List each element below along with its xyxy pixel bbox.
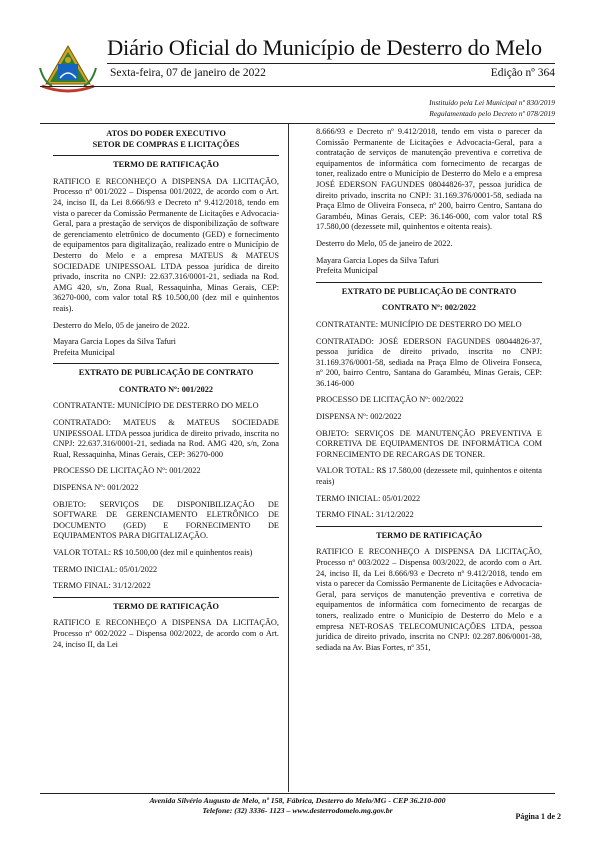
contract-1-contractor: CONTRATANTE: MUNICÍPIO DE DESTERRO DO MELO	[53, 401, 259, 411]
institution-decree: Regulamentado pelo Decreto nº 078/2019	[429, 109, 555, 118]
contract-2-start: TERMO INICIAL: 05/01/2022	[316, 493, 421, 503]
contract-1-end: TERMO FINAL: 31/12/2022	[53, 581, 151, 591]
footer-rule	[40, 793, 555, 794]
heading-contract-extract-2: EXTRATO DE PUBLICAÇÃO DE CONTRATO	[341, 286, 517, 296]
ratification-2-text-start: RATIFICO E RECONHEÇO A DISPENSA DA LICITAÇÃO, Processo nº 002/2022 – Dispensa 002/2022, de acordo com o Art. 24, inciso II, da Lei	[53, 618, 279, 649]
newspaper-title: Diário Oficial do Município de Desterro do Melo	[107, 35, 542, 60]
signatory-name: Mayara Garcia Lopes da Silva Tafuri	[316, 255, 439, 265]
contract-1-process: PROCESSO DE LICITAÇÃO Nº: 001/2022	[53, 466, 201, 476]
signatory-role: Prefeita Municipal	[53, 347, 115, 357]
edition-number: Edição nº 364	[490, 67, 555, 79]
contract-2-object: OBJETO: SERVIÇOS DE MANUTENÇÃO PREVENTIVA E CORRETIVA DE EQUIPAMENTOS DE INFORMÁTICA COM FORNECIMENTO DE RECARGAS DE TONER.	[316, 428, 542, 459]
header-rule-top	[107, 63, 555, 64]
ratification-3-header	[316, 526, 542, 542]
right-column	[316, 127, 542, 659]
header-rule-columns	[40, 123, 555, 124]
ratification-3-text: RATIFICO E RECONHEÇO A DISPENSA DA LICITAÇÃO, Processo nº 003/2022 – Dispensa 003/2022, de acordo com o Art. 24, inciso II, da Lei 8.666/93 e Decreto nº 9.412/2018, tendo em vista o parecer da Comissão Permanente de Licitações e Advocacia-Geral, para serviços de manutenção preventiva e corretiva de equipamentos de informática com fornecimento de recargas de toners, realizado entre o Município de Desterro do Melo e a empresa NET-ROSAS TELECOMUNICAÇÕES LTDA, pessoa jurídica de direito privado, inscrita no CNPJ: 02.287.806/0001-38, sediada na Av. Bias Fortes, nº 351,	[316, 547, 542, 652]
contract-2-contractor: CONTRATANTE: MUNICÍPIO DE DESTERRO DO MELO	[316, 319, 522, 329]
contract-1-header	[53, 363, 279, 395]
contract-1-object: OBJETO: SERVIÇOS DE DISPONIBILIZAÇÃO DE SOFTWARE DE GERENCIAMENTO ELETRÔNICO DE DOCUMENTO (GED) E FORNECIMENTO DE EQUIPAMENTOS PARA DIGITALIZAÇÃO.	[53, 499, 279, 541]
signatory-role: Prefeita Municipal	[316, 266, 378, 276]
institution-law: Instituído pela Lei Municipal nº 830/2019	[429, 98, 555, 107]
section-title-purchases: SETOR DE COMPRAS E LICITAÇÕES	[92, 139, 240, 149]
ratification-2-text-cont: 8.666/93 e Decreto nº 9.412/2018, tendo em vista o parecer da Comissão Permanente de Licitações e Advocacia-Geral, para a contratação de serviços de manutenção preventiva e corretiva de equipamentos de informática com fornecimento de recargas de toner, realizado entre o Município de Desterro do Melo e a empresa JOSÉ EDERSON FAGUNDES 08044826-37, pessoa jurídica de direito privado, inscrita no CNPJ: 31.169.376/0001-58, sediada na Praça Elmo de Oliveira Fonseca, nº 200, bairro Centro, Santana do Garambéu, Minas Gerais, CEP: 36.146-000, com valor total R$ 17.580,00 (dezessete mil, quinhentos e oitenta reais).	[316, 127, 542, 232]
page-footer	[0, 796, 595, 816]
contract-1-start: TERMO INICIAL: 05/01/2022	[53, 564, 158, 574]
ratification-2-header	[53, 597, 279, 613]
left-column	[53, 127, 279, 656]
footer-address: Avenida Silvério Augusto de Melo, nº 158, Fábrica, Desterro do Melo/MG - CEP 36.210-000	[149, 796, 446, 805]
contract-2-process: PROCESSO DE LICITAÇÃO Nº: 002/2022	[316, 395, 464, 405]
contract-2-end: TERMO FINAL: 31/12/2022	[316, 510, 414, 520]
heading-ratification-2: TERMO DE RATIFICAÇÃO	[113, 601, 219, 611]
contract-2-header	[316, 282, 542, 314]
heading-ratification-3: TERMO DE RATIFICAÇÃO	[376, 530, 482, 540]
contract-1-dispensa: DISPENSA Nº: 001/2022	[53, 483, 139, 493]
ratification-1-date: Desterro do Melo, 05 de janeiro de 2022.	[53, 320, 190, 330]
contract-1-contracted: CONTRATADO: MATEUS & MATEUS SOCIEDADE UNIPESSOAL LTDA pessoa jurídica de direito privado, inscrita no CNPJ: 22.637.316/0001-21, sediada na Rod. AMG 420, s/n, Zona Rual, Ressaquinha, Minas Gerais, CEP: 36270-000	[53, 418, 279, 459]
column-divider	[288, 124, 289, 792]
contract-2-dispensa: DISPENSA Nº: 002/2022	[316, 412, 402, 422]
section-header	[53, 129, 279, 150]
heading-contract-extract-1: EXTRATO DE PUBLICAÇÃO DE CONTRATO	[78, 368, 254, 378]
ratification-1-header	[53, 155, 279, 171]
contract-1-value: VALOR TOTAL: R$ 10.500,00 (dez mil e quinhentos reais)	[53, 548, 253, 557]
ratification-2-date: Desterro do Melo, 05 de janeiro de 2022.	[316, 238, 453, 248]
contract-2-value: VALOR TOTAL: R$ 17.580,00 (dezessete mil, quinhentos e oitenta reais)	[316, 466, 542, 487]
page-number: Página 1 de 2	[515, 812, 561, 821]
ratification-1-text: RATIFICO E RECONHEÇO A DISPENSA DA LICITAÇÃO, Processo nº 001/2022 – Dispensa 001/2022, de acordo com o Art. 24, inciso II, da Lei 8.666/93 e Decreto nº 9.412/2018, tendo em vista o parecer da Comissão Permanente de Licitações e Advocacia-Geral, para a prestação de serviços de disponibilização de software de gerenciamento eletrônico de documento (GED) e fornecimento de equipamentos para digitalização, realizado entre o Município de Desterro do Melo e a empresa MATEUS & MATEUS SOCIEDADE UNIPESSOAL LTDA pessoa jurídica de direito privado, inscrita no CNPJ: 22.637.316/0001-21, sediada na Rod. AMG 420, s/n, Zona Rual, Ressaquinha, Minas Gerais, CEP: 36270-000, com valor total R$ 10.500,00 (dez mil e quinhentos reais).	[53, 176, 279, 313]
section-title-executive: ATOS DO PODER EXECUTIVO	[106, 129, 226, 138]
page-header	[0, 0, 595, 130]
signatory-name: Mayara Garcia Lopes da Silva Tafuri	[53, 337, 176, 347]
municipal-coat-of-arms-icon	[38, 38, 98, 98]
heading-ratification-1: TERMO DE RATIFICAÇÃO	[113, 160, 219, 170]
heading-contract-1-number: CONTRATO Nº: 001/2022	[118, 384, 214, 394]
header-rule-bottom	[40, 86, 555, 87]
publication-date: Sexta-feira, 07 de janeiro de 2022	[110, 67, 266, 79]
contract-2-contracted: CONTRATADO: JOSÉ EDERSON FAGUNDES 08044826-37, pessoa jurídica de direito privado, inscrita no CNPJ: 31.169.376/0001-58, sediada na Praça Elmo de Oliveira Fonseca, nº 200, bairro Centro, Santana do Garambéu, Minas Gerais, CEP: 36.146-000	[316, 336, 542, 388]
footer-contact: Telefone: (32) 3336- 1123 – www.desterrodomelo.mg.gov.br	[202, 806, 393, 815]
heading-contract-2-number: CONTRATO Nº: 002/2022	[381, 303, 477, 313]
